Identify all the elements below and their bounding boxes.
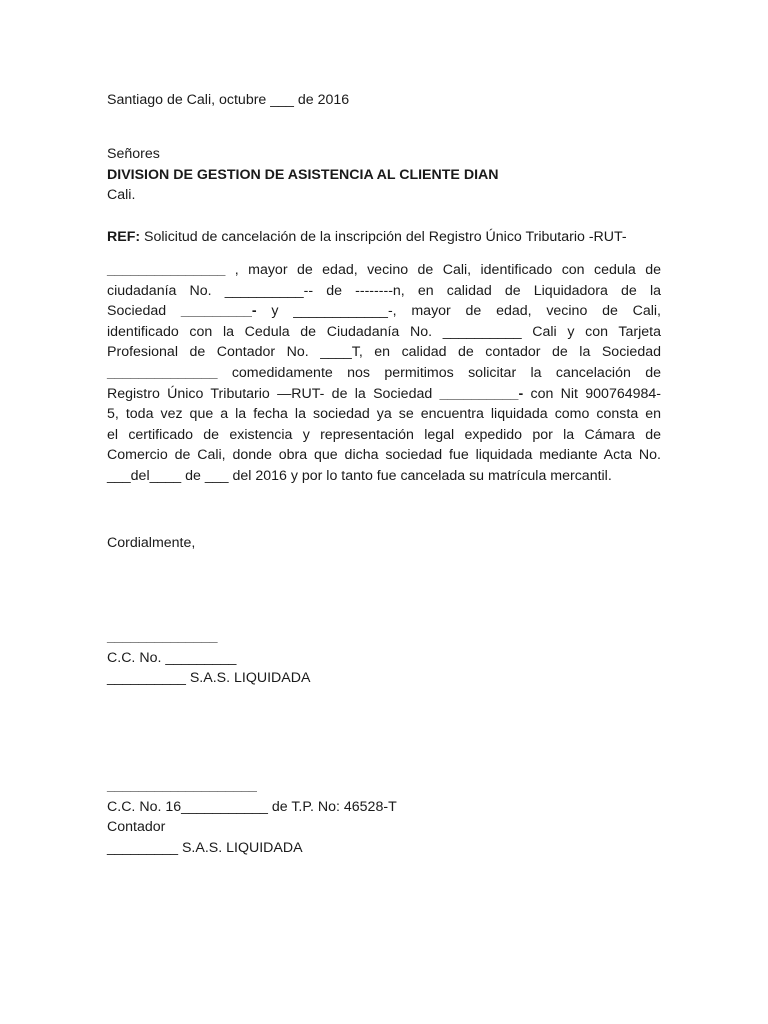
body-segment: _______________ — [107, 262, 226, 278]
body-line — [107, 260, 661, 281]
body-segment: y ____________-, mayor de edad, vecino de Cali, — [256, 303, 661, 320]
closing-line — [107, 533, 661, 554]
recipient-city: Cali. — [107, 187, 136, 204]
body-segment: identificado con la Cedula de Ciudadanía No. __________ Cali y con Tarjeta — [107, 323, 661, 340]
body-line — [107, 363, 661, 384]
body-segment: Comercio de Cali, donde obra que dicha sociedad fue liquidada mediante Acta No. — [107, 447, 661, 464]
salutation: Señores — [107, 146, 160, 162]
recipient-organization: DIVISION DE GESTION DE ASISTENCIA AL CLIENTE DIAN — [107, 166, 499, 183]
body-segment: ___del____ de ___ del 2016 y por lo tanto fue cancelada su matrícula mercantil. — [107, 467, 612, 484]
body-line — [107, 404, 661, 425]
body-line — [107, 322, 661, 343]
body-line — [107, 445, 661, 466]
closing-text: Cordialmente, — [107, 535, 196, 551]
body-segment: Registro Único Tributario —RUT- de la Sociedad — [107, 385, 440, 402]
body-segment: Profesional de Contador No. ____T, en calidad de contador de la Sociedad — [107, 344, 661, 361]
signature-company-line: __________ S.A.S. LIQUIDADA — [107, 670, 311, 687]
body-segment: 5, toda vez que a la fecha la sociedad ya se encuentra liquidada como consta en — [107, 406, 661, 423]
body-segment: _________- — [180, 303, 257, 320]
date-line — [107, 90, 661, 111]
body-line — [107, 342, 661, 363]
body-line — [107, 281, 661, 302]
letter-page — [107, 0, 661, 1024]
body-segment: el certificado de existencia y representación legal expedido por la Cámara de — [107, 426, 661, 443]
body-segment: Sociedad — [107, 303, 181, 320]
body-segment: comedidamente nos permitimos solicitar la cancelación de — [217, 364, 661, 381]
signature-id-line: C.C. No. _________ — [107, 649, 237, 666]
signature-block-accountant — [107, 776, 661, 858]
body-line — [107, 425, 661, 446]
body-segment: ______________ — [107, 364, 218, 381]
body-segment: con Nit 900764984- — [523, 385, 662, 402]
reference-line — [107, 227, 661, 248]
recipient-block — [107, 144, 661, 206]
body-line — [107, 384, 661, 405]
body-segment: ciudadanía No. __________-- de --------n, en calidad de Liquidadora de la — [107, 282, 661, 299]
signature-block-liquidator — [107, 627, 661, 689]
reference-text: Solicitud de cancelación de la inscripción del Registro Único Tributario -RUT- — [140, 229, 627, 245]
body-paragraph — [107, 260, 661, 487]
body-line — [107, 301, 661, 322]
body-segment: __________- — [439, 385, 524, 402]
signature-id-line: C.C. No. 16___________ de T.P. No: 46528-T — [107, 798, 397, 815]
signature-line: ______________ — [107, 629, 218, 645]
signature-company-line: _________ S.A.S. LIQUIDADA — [107, 839, 303, 856]
date-text: Santiago de Cali, octubre ___ de 2016 — [107, 92, 350, 108]
body-segment: , mayor de edad, vecino de Cali, identificado con cedula de — [225, 262, 661, 278]
body-line — [107, 466, 661, 487]
signature-line: ___________________ — [107, 778, 257, 794]
signature-role: Contador — [107, 819, 166, 836]
reference-label: REF: — [107, 229, 141, 245]
